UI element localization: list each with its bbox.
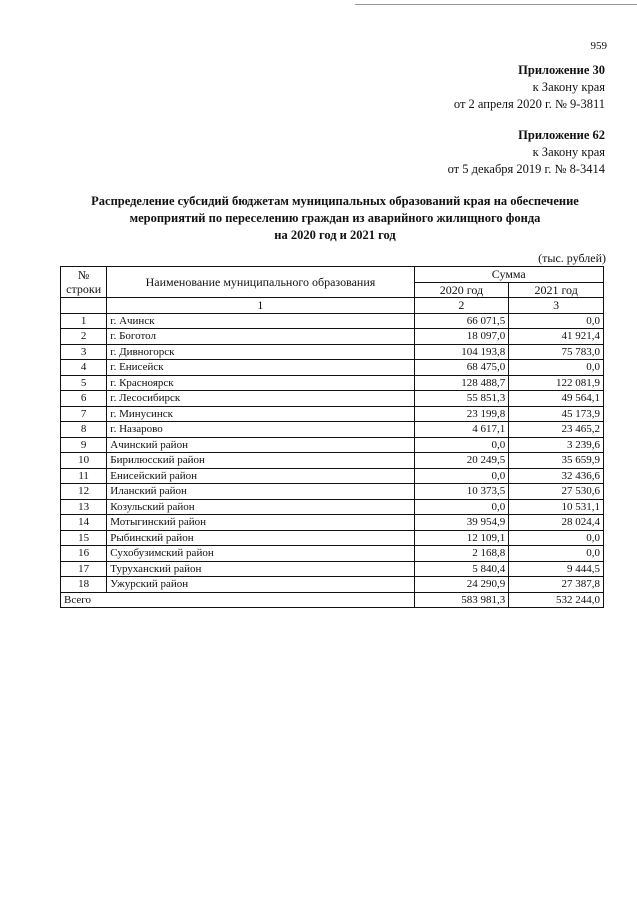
- row-municipality: г. Енисейск: [107, 360, 414, 376]
- appendix-62-line2: от 5 декабря 2019 г. № 8-3414: [447, 162, 605, 176]
- table-row: [61, 437, 604, 453]
- row-municipality: Ачинский район: [107, 437, 414, 453]
- header-colnum-empty: [61, 298, 107, 314]
- table-row: [61, 453, 604, 469]
- row-number: 7: [61, 406, 107, 422]
- row-sum-2021: 45 173,9: [509, 406, 604, 422]
- subsidy-table: [60, 266, 604, 608]
- header-num-label: строки: [66, 282, 102, 296]
- table-row: [61, 484, 604, 500]
- appendix-62-title: Приложение 62: [518, 128, 605, 142]
- row-number: 2: [61, 329, 107, 345]
- header-sum: Сумма: [414, 267, 603, 283]
- row-municipality: г. Минусинск: [107, 406, 414, 422]
- row-municipality: Мотыгинский район: [107, 515, 414, 531]
- row-sum-2020: 0,0: [414, 468, 509, 484]
- row-sum-2020: 23 199,8: [414, 406, 509, 422]
- row-sum-2021: 41 921,4: [509, 329, 604, 345]
- row-sum-2020: 39 954,9: [414, 515, 509, 531]
- table-row: [61, 406, 604, 422]
- row-number: 1: [61, 313, 107, 329]
- table-row: [61, 515, 604, 531]
- table-row: [61, 360, 604, 376]
- header-colnum-3: 3: [509, 298, 604, 314]
- row-number: 15: [61, 530, 107, 546]
- row-number: 3: [61, 344, 107, 360]
- row-number: 11: [61, 468, 107, 484]
- row-sum-2020: 2 168,8: [414, 546, 509, 562]
- row-sum-2021: 0,0: [509, 546, 604, 562]
- table-row: [61, 530, 604, 546]
- table-row: [61, 422, 604, 438]
- table-row: [61, 546, 604, 562]
- row-number: 13: [61, 499, 107, 515]
- table-row: [61, 391, 604, 407]
- title-line-2: мероприятий по переселению граждан из аварийного жилищного фонда: [129, 211, 541, 225]
- appendix-30-line2: от 2 апреля 2020 г. № 9-3811: [453, 97, 605, 111]
- row-municipality: Туруханский район: [107, 561, 414, 577]
- row-number: 9: [61, 437, 107, 453]
- row-sum-2020: 0,0: [414, 499, 509, 515]
- table-row: [61, 499, 604, 515]
- row-number: 12: [61, 484, 107, 500]
- row-sum-2021: 0,0: [509, 313, 604, 329]
- row-municipality: Енисейский район: [107, 468, 414, 484]
- row-sum-2020: 128 488,7: [414, 375, 509, 391]
- row-sum-2021: 35 659,9: [509, 453, 604, 469]
- row-sum-2021: 49 564,1: [509, 391, 604, 407]
- row-sum-2021: 27 387,8: [509, 577, 604, 593]
- row-sum-2020: 12 109,1: [414, 530, 509, 546]
- appendix-62-block: [448, 127, 605, 178]
- table-body: [61, 313, 604, 592]
- row-sum-2020: 18 097,0: [414, 329, 509, 345]
- table-row: [61, 329, 604, 345]
- row-number: 10: [61, 453, 107, 469]
- row-sum-2020: 4 617,1: [414, 422, 509, 438]
- row-sum-2020: 66 071,5: [414, 313, 509, 329]
- header-row-number: [61, 267, 107, 298]
- row-sum-2021: 28 024,4: [509, 515, 604, 531]
- row-number: 14: [61, 515, 107, 531]
- header-colnum-2: 2: [414, 298, 509, 314]
- row-sum-2021: 0,0: [509, 360, 604, 376]
- page-number: 959: [590, 40, 607, 52]
- total-label: Всего: [61, 592, 415, 608]
- row-sum-2020: 104 193,8: [414, 344, 509, 360]
- row-number: 8: [61, 422, 107, 438]
- row-number: 17: [61, 561, 107, 577]
- total-2020: 583 981,3: [414, 592, 509, 608]
- row-sum-2021: 122 081,9: [509, 375, 604, 391]
- row-sum-2021: 27 530,6: [509, 484, 604, 500]
- top-border-line: [355, 4, 637, 5]
- row-municipality: Рыбинский район: [107, 530, 414, 546]
- row-sum-2021: 3 239,6: [509, 437, 604, 453]
- table-row: [61, 468, 604, 484]
- header-municipality-name: Наименование муниципального образования: [107, 267, 414, 298]
- row-number: 5: [61, 375, 107, 391]
- header-year-2020: 2020 год: [414, 282, 509, 298]
- row-municipality: Бирилюсский район: [107, 453, 414, 469]
- row-sum-2020: 55 851,3: [414, 391, 509, 407]
- table-row: [61, 577, 604, 593]
- header-num-symbol: №: [77, 268, 90, 282]
- appendix-62-line1: к Закону края: [532, 145, 605, 159]
- row-sum-2020: 68 475,0: [414, 360, 509, 376]
- row-municipality: г. Красноярск: [107, 375, 414, 391]
- appendix-30-block: [454, 62, 605, 113]
- row-number: 6: [61, 391, 107, 407]
- row-sum-2020: 5 840,4: [414, 561, 509, 577]
- appendix-30-line1: к Закону края: [532, 80, 605, 94]
- total-row: [61, 592, 604, 608]
- row-sum-2021: 10 531,1: [509, 499, 604, 515]
- appendix-30-title: Приложение 30: [518, 63, 605, 77]
- header-colnum-1: 1: [107, 298, 414, 314]
- row-municipality: Сухобузимский район: [107, 546, 414, 562]
- table-row: [61, 344, 604, 360]
- total-2021: 532 244,0: [509, 592, 604, 608]
- row-sum-2020: 10 373,5: [414, 484, 509, 500]
- row-sum-2020: 24 290,9: [414, 577, 509, 593]
- row-number: 18: [61, 577, 107, 593]
- title-line-3: на 2020 год и 2021 год: [274, 228, 396, 242]
- table-row: [61, 313, 604, 329]
- row-sum-2021: 9 444,5: [509, 561, 604, 577]
- row-municipality: Иланский район: [107, 484, 414, 500]
- row-number: 4: [61, 360, 107, 376]
- row-sum-2021: 0,0: [509, 530, 604, 546]
- row-sum-2020: 0,0: [414, 437, 509, 453]
- row-municipality: Ужурский район: [107, 577, 414, 593]
- units-label: (тыс. рублей): [538, 251, 606, 265]
- table-row: [61, 375, 604, 391]
- row-municipality: Козульский район: [107, 499, 414, 515]
- row-municipality: г. Боготол: [107, 329, 414, 345]
- row-municipality: г. Лесосибирск: [107, 391, 414, 407]
- title-line-1: Распределение субсидий бюджетам муниципальных образований края на обеспечение: [91, 194, 579, 208]
- table-row: [61, 561, 604, 577]
- row-number: 16: [61, 546, 107, 562]
- row-municipality: г. Ачинск: [107, 313, 414, 329]
- document-title: [40, 193, 630, 244]
- row-sum-2021: 23 465,2: [509, 422, 604, 438]
- row-sum-2020: 20 249,5: [414, 453, 509, 469]
- header-year-2021: 2021 год: [509, 282, 604, 298]
- row-municipality: г. Назарово: [107, 422, 414, 438]
- row-sum-2021: 32 436,6: [509, 468, 604, 484]
- row-sum-2021: 75 783,0: [509, 344, 604, 360]
- row-municipality: г. Дивногорск: [107, 344, 414, 360]
